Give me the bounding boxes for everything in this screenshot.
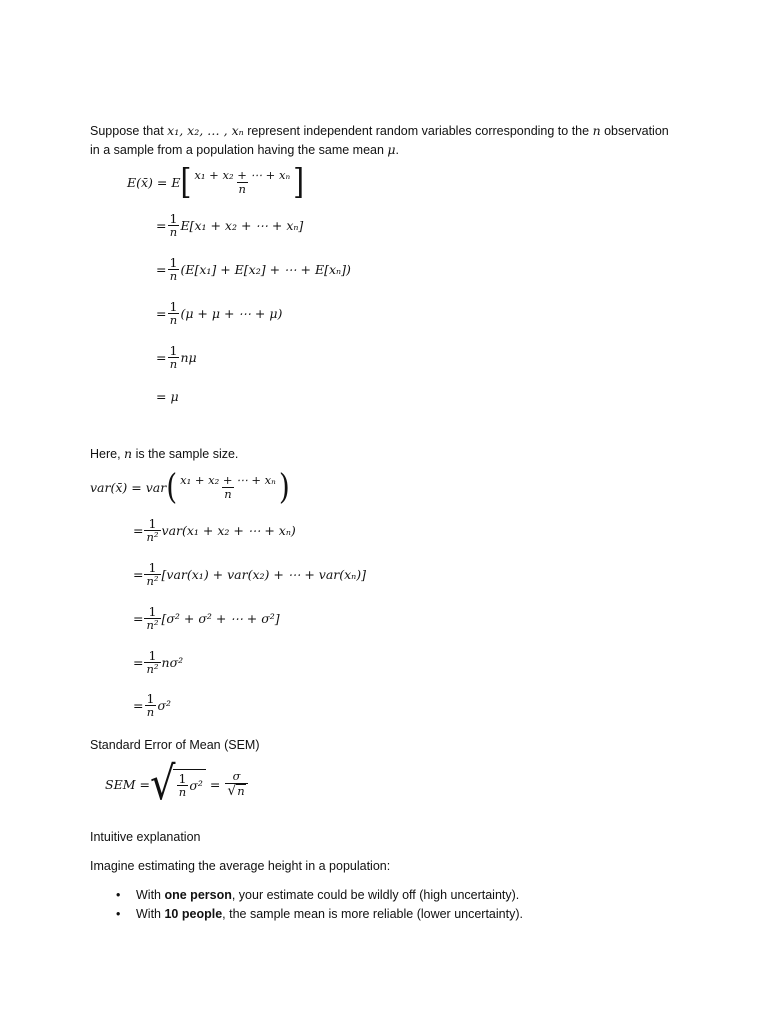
fraction	[167, 256, 179, 283]
equals-sign: =	[133, 698, 144, 713]
equals-sign: =	[156, 218, 167, 233]
sem-heading	[90, 736, 260, 754]
fraction	[167, 344, 179, 371]
variance-step-2	[133, 561, 366, 588]
expectation-step-2	[156, 256, 351, 283]
step-expression: nσ²	[161, 655, 184, 670]
radicand	[173, 769, 206, 799]
intro-text: Suppose that	[90, 124, 168, 138]
fraction-numerator: 1	[148, 604, 157, 619]
fraction-denominator: n	[178, 785, 187, 799]
fraction-denominator: n	[238, 181, 246, 196]
expectation-step-4	[156, 344, 197, 371]
mu-symbol: μ	[387, 142, 396, 157]
left-paren: (	[166, 465, 178, 507]
fraction	[144, 517, 160, 544]
equals-sign: =	[133, 523, 144, 538]
fraction-denominator: n²	[146, 662, 159, 676]
small-square-root	[227, 784, 245, 798]
variance-step-1	[133, 517, 296, 544]
intro-line-2	[90, 141, 399, 159]
bullet-text: With	[136, 888, 165, 902]
fraction	[144, 561, 160, 588]
right-bracket: ]	[293, 160, 305, 202]
fraction-numerator: 1	[169, 299, 178, 314]
variance-lhs: var(x̄) = var	[90, 479, 167, 495]
fraction-numerator: 1	[169, 343, 178, 358]
fraction-denominator: n	[224, 486, 232, 501]
fraction-numerator: x₁ + x₂ + ⋯ + xₙ	[180, 472, 276, 487]
fraction-denominator: n	[146, 705, 155, 719]
intro-text: observation	[600, 124, 669, 138]
fraction	[167, 300, 179, 327]
equals-sign: =	[133, 611, 144, 626]
list-item	[116, 886, 523, 905]
bullet-icon: •	[116, 888, 121, 902]
fraction-denominator: n²	[146, 618, 159, 632]
variance-step-4	[133, 649, 183, 676]
n-symbol: n	[592, 123, 601, 138]
intro-line-1	[90, 122, 669, 140]
step-expression: = μ	[156, 389, 179, 404]
expectation-step-3	[156, 300, 282, 327]
sample-size-note	[90, 445, 238, 463]
n-symbol: n	[124, 446, 133, 461]
list-item	[116, 905, 523, 924]
fraction	[144, 692, 156, 719]
intro-text: .	[395, 143, 400, 157]
square-root	[149, 757, 206, 811]
fraction-denominator: n²	[146, 574, 159, 588]
fraction	[144, 605, 160, 632]
variance-step-5	[133, 692, 171, 719]
explanation-heading-text: Intuitive explanation	[90, 830, 201, 844]
explanation-intro	[90, 857, 390, 875]
expectation-equation-line	[127, 160, 305, 202]
step-expression: [σ² + σ² + ⋯ + σ²]	[161, 611, 280, 626]
step-expression: var(x₁ + x₂ + ⋯ + xₙ)	[161, 523, 296, 538]
bullet-bold-text: 10 people	[164, 907, 223, 921]
fraction-denominator: n	[169, 269, 178, 283]
intro-text: represent independent random variables corresponding to the	[243, 124, 593, 138]
equals-sign: =	[205, 776, 225, 792]
bullet-icon: •	[116, 907, 121, 921]
radicand-expression: σ²	[189, 778, 203, 793]
fraction-numerator: σ	[232, 769, 241, 783]
fraction-numerator: 1	[169, 255, 178, 270]
equals-sign: =	[133, 655, 144, 670]
equals-sign: =	[156, 262, 167, 277]
step-expression: (E[x₁] + E[x₂] + ⋯ + E[xₙ])	[180, 262, 351, 277]
fraction	[176, 772, 188, 799]
fraction	[144, 649, 160, 676]
step-expression: σ²	[157, 698, 171, 713]
expectation-step-5	[156, 389, 179, 404]
fraction-numerator: 1	[148, 560, 157, 575]
variance-step-3	[133, 605, 280, 632]
fraction-denominator	[225, 783, 247, 798]
step-expression: (μ + μ + ⋯ + μ)	[180, 306, 283, 321]
bullet-text: , your estimate could be wildly off (high uncertainty).	[231, 888, 520, 902]
expectation-lhs: E(x̄) = E	[127, 174, 181, 190]
fraction-numerator: 1	[169, 211, 178, 226]
bullet-bold-text: one person	[164, 888, 232, 902]
sem-heading-text: Standard Error of Mean (SEM)	[90, 738, 260, 752]
fraction-numerator: x₁ + x₂ + ⋯ + xₙ	[194, 167, 291, 182]
explanation-bullet-list	[116, 886, 523, 924]
fraction	[167, 212, 179, 239]
equals-sign: =	[133, 567, 144, 582]
fraction-denominator: n	[169, 313, 178, 327]
fraction-numerator: 1	[148, 648, 157, 663]
step-expression: E[x₁ + x₂ + ⋯ + xₙ]	[180, 218, 304, 233]
step-expression: nμ	[180, 350, 197, 365]
equals-sign: =	[156, 350, 167, 365]
fraction-numerator: 1	[148, 516, 157, 531]
fraction-denominator: n	[169, 357, 178, 371]
explanation-heading	[90, 828, 201, 846]
fraction	[178, 474, 278, 501]
equals-sign: =	[156, 306, 167, 321]
radical-sign: √	[227, 782, 237, 799]
fraction-denominator: n²	[146, 530, 159, 544]
expectation-step-1	[156, 212, 303, 239]
note-text: Here,	[90, 447, 125, 461]
fraction	[192, 169, 292, 196]
fraction-denominator: n	[169, 225, 178, 239]
fraction-numerator: 1	[146, 691, 155, 706]
explanation-intro-text: Imagine estimating the average height in a population:	[90, 859, 391, 873]
left-bracket: [	[180, 160, 192, 202]
step-expression: [var(x₁) + var(x₂) + ⋯ + var(xₙ)]	[161, 567, 366, 582]
fraction-numerator: 1	[178, 771, 187, 786]
right-paren: )	[278, 465, 290, 507]
bullet-text: With	[136, 907, 165, 921]
radical-sign: √	[149, 757, 176, 811]
variables-list: x₁, x₂, … , xₙ	[167, 123, 244, 138]
radicand: n	[237, 784, 245, 798]
fraction	[225, 770, 247, 798]
bullet-text: , the sample mean is more reliable (lower uncertainty).	[222, 907, 523, 921]
sem-lhs: SEM =	[105, 776, 150, 792]
intro-text: in a sample from a population having the same mean	[90, 143, 388, 157]
variance-equation-line	[90, 465, 290, 507]
sem-formula	[105, 757, 249, 811]
note-text: is the sample size.	[132, 447, 239, 461]
